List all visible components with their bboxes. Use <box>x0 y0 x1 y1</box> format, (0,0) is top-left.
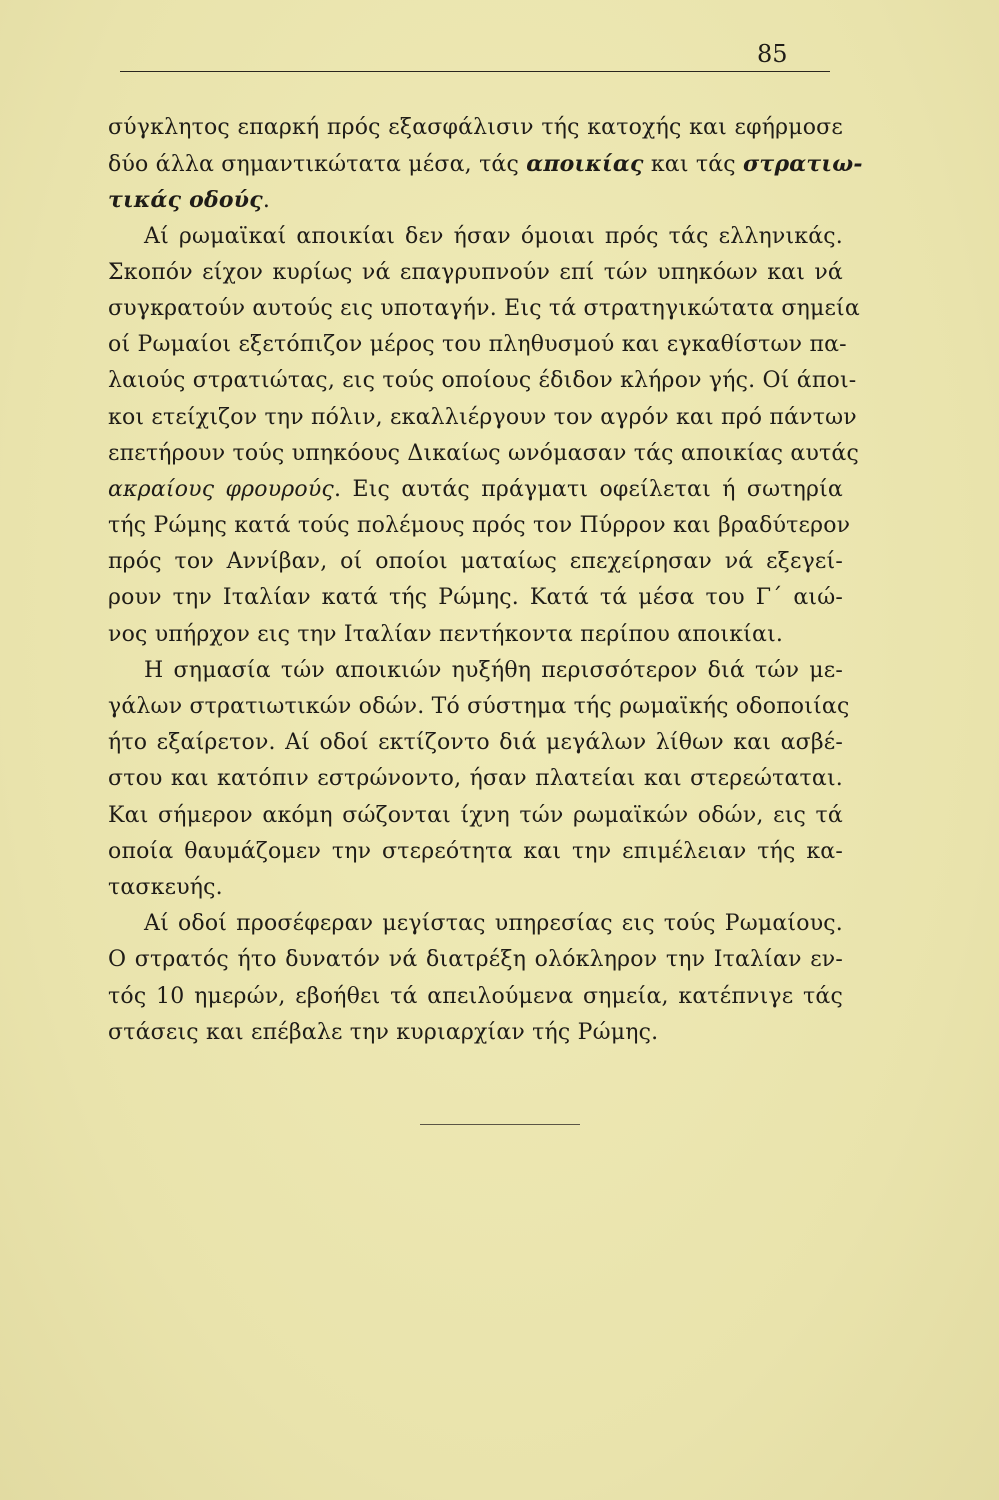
text-line: ρουν την Ιταλίαν κατά τής Ρώμης. Κατά τά μέσα του Γ΄ αιώ- <box>108 585 843 611</box>
text-line: λαιούς στρατιώτας, εις τούς οποίους έδιδον κλήρον γής. Οί άποι- <box>108 368 857 394</box>
text-line: τός 10 ημερών, εβοήθει τά απειλούμενα σημεία, κατέπνιγε τάς <box>108 983 843 1009</box>
header-rule <box>120 71 830 72</box>
page-number: 85 <box>757 40 788 68</box>
text-line: τής Ρώμης κατά τούς πολέμους πρός τον Πύρρον και βραδύτερον <box>108 513 851 539</box>
text-line: δύο άλλα σημαντικώτατα μέσα, τάς αποικίας και τάς στρατιω- <box>108 151 863 178</box>
emphasized-term: ακραίους φρουρούς <box>108 476 334 502</box>
body-text <box>108 110 863 1051</box>
emphasized-term: αποικίας <box>526 151 644 178</box>
text-line: ήτο εξαίρετον. Αί οδοί εκτίζοντο διά μεγάλων λίθων και ασβέ- <box>108 730 843 756</box>
text-line: Ο στρατός ήτο δυνατόν νά διατρέξη ολόκληρον την Ιταλίαν εν- <box>108 947 843 973</box>
emphasized-term: τικάς οδούς <box>108 187 263 214</box>
text-line: Σκοπόν είχον κυρίως νά επαγρυπνούν επί τών υπηκόων και νά <box>108 259 843 285</box>
emphasized-term: στρατιω- <box>743 151 863 178</box>
text-line: σύγκλητος επαρκή πρός εξασφάλισιν τής κατοχής και εφήρμοσε <box>108 115 843 140</box>
bleed-through-rule <box>420 1124 580 1125</box>
text-line: στάσεις και επέβαλε την κυριαρχίαν τής Ρώμης. <box>108 1019 659 1045</box>
text-line: νος υπήρχον εις την Ιταλίαν πεντήκοντα περίπου αποικίαι. <box>108 621 784 647</box>
text-line: συγκρατούν αυτούς εις υποταγήν. Εις τά στρατηγικώτατα σημεία <box>108 295 860 321</box>
text-line: Η σημασία τών αποικιών ηυξήθη περισσότερον διά τών με- <box>144 657 843 683</box>
text-line: γάλων στρατιωτικών οδών. Τό σύστημα τής ρωμαϊκής οδοποιίας <box>108 694 850 719</box>
text-line: Και σήμερον ακόμη σώζονται ίχνη τών ρωμαϊκών οδών, εις τά <box>108 802 843 828</box>
text-line: Αί οδοί προσέφεραν μεγίστας υπηρεσίας εις τούς Ρωμαίους. <box>144 911 843 937</box>
text-line: τικάς οδούς. <box>108 187 271 214</box>
text-line: τασκευής. <box>108 874 223 900</box>
text-line: στου και κατόπιν εστρώνοντο, ήσαν πλατείαι και στερεώταται. <box>108 766 843 792</box>
text-line: επετήρουν τούς υπηκόους Δικαίως ωνόμασαν τάς αποικίας αυτάς <box>108 440 859 466</box>
text-line: Αί ρωμαϊκαί αποικίαι δεν ήσαν όμοιαι πρός τάς ελληνικάς. <box>144 223 843 249</box>
text-line: ακραίους φρουρούς. Εις αυτάς πράγματι οφείλεται ή σωτηρία <box>108 476 843 502</box>
text-line: οί Ρωμαίοι εξετόπιζον μέρος του πληθυσμού και εγκαθίστων πα- <box>108 332 847 358</box>
text-line: πρός τον Αννίβαν, οί οποίοι ματαίως επεχείρησαν νά εξεγεί- <box>108 549 843 575</box>
text-line: οποία θαυμάζομεν την στερεότητα και την επιμέλειαν τής κα- <box>108 838 843 864</box>
text-line: κοι ετείχιζον την πόλιν, εκαλλιέργουν τον αγρόν και πρό πάντων <box>108 404 857 430</box>
